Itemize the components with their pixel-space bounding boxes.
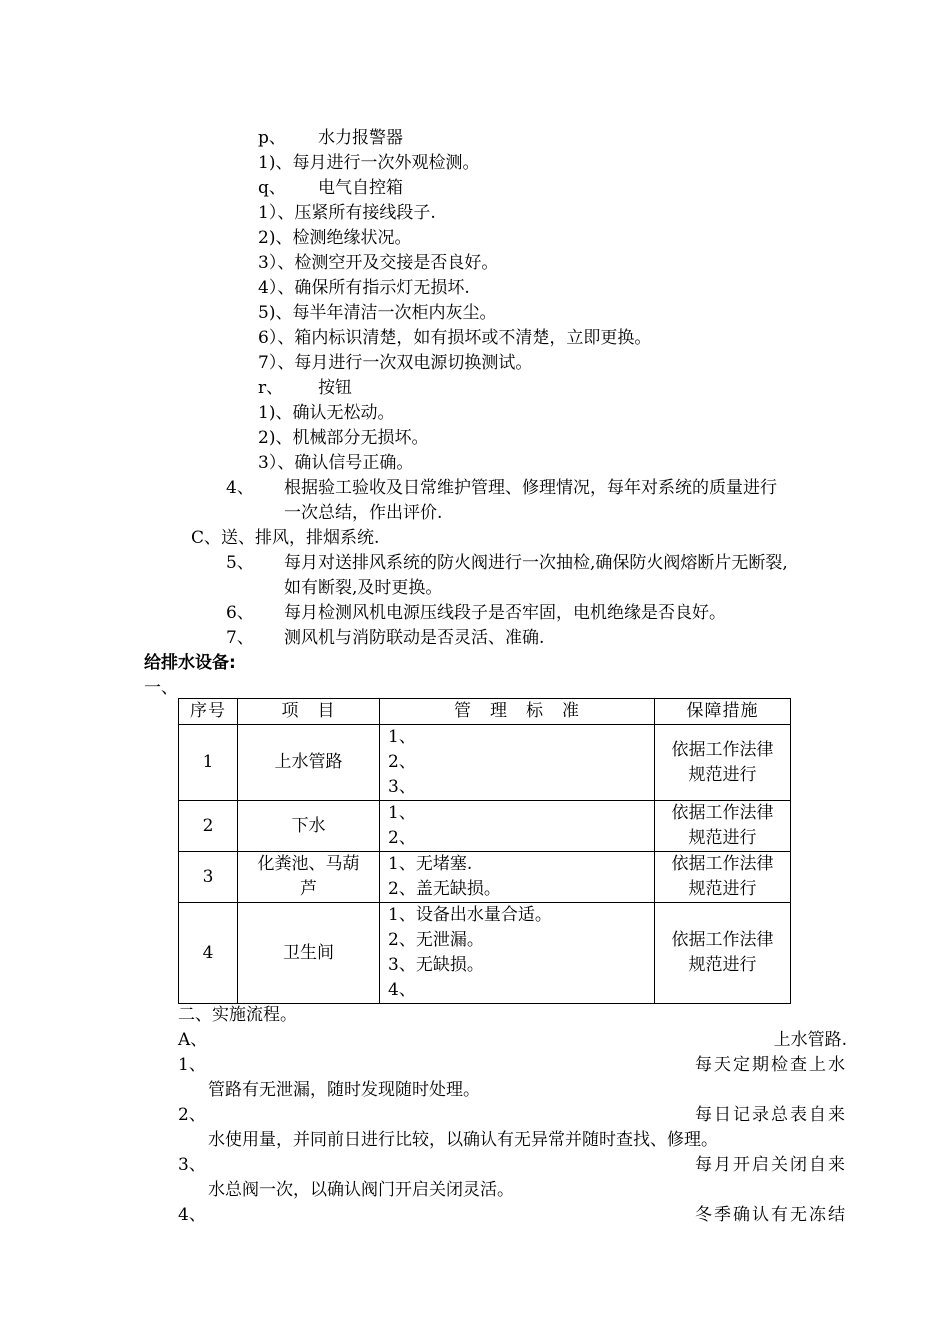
cell-seq: 3 xyxy=(179,852,238,903)
cell-item: 卫生间 xyxy=(238,903,380,1004)
table-row xyxy=(179,903,791,1004)
section-r-heading xyxy=(258,376,352,400)
list-item: 7）、每月进行一次双电源切换测试。 xyxy=(258,353,533,373)
header-measure: 保障措施 xyxy=(655,699,791,725)
section-q-label: q、 xyxy=(258,178,286,198)
list-item: 3）、检测空开及交接是否良好。 xyxy=(258,253,499,273)
item5-number: 5、 xyxy=(226,553,254,573)
cell-seq: 4 xyxy=(179,903,238,1004)
item6-line1: 每月检测风机电源压线段子是否牢固，电机绝缘是否良好。 xyxy=(284,603,726,623)
cell-standard: 1、 2、 3、 xyxy=(380,725,655,801)
flow-2-right: 每日记录总表自来 xyxy=(695,1105,847,1125)
section-c-title: C、送、排风，排烟系统. xyxy=(191,528,380,548)
item4-line1: 根据验工验收及日常维护管理、修理情况，每年对系统的质量进行 xyxy=(284,478,777,498)
list-item: 2)、机械部分无损坏。 xyxy=(258,428,429,448)
item5-line2: 如有断裂,及时更换。 xyxy=(284,578,443,598)
list-item: 6）、箱内标识清楚，如有损坏或不清楚，立即更换。 xyxy=(258,328,652,348)
cell-item: 化粪池、马葫 芦 xyxy=(238,852,380,903)
list-item: 1)、每月进行一次外观检测。 xyxy=(258,153,480,173)
list-item: 5)、每半年清洁一次柜内灰尘。 xyxy=(258,303,497,323)
water-heading: 给排水设备: xyxy=(144,653,236,673)
item7-line1: 测风机与消防联动是否灵活、准确. xyxy=(284,628,545,648)
section-r-title: 按钮 xyxy=(318,378,352,398)
cell-seq: 2 xyxy=(179,801,238,852)
flow-1-right: 每天定期检查上水 xyxy=(695,1055,847,1075)
standards-table xyxy=(178,698,791,1004)
flow-4-number: 4、 xyxy=(178,1205,206,1225)
section-p-label: p、 xyxy=(258,128,286,148)
flow-1-cont: 管路有无泄漏，随时发现随时处理。 xyxy=(208,1080,480,1100)
table-row xyxy=(179,725,791,801)
flow-3-right: 每月开启关闭自来 xyxy=(695,1155,847,1175)
item4-line2: 一次总结，作出评价. xyxy=(284,503,443,523)
cell-standard: 1、 2、 xyxy=(380,801,655,852)
flow-2-number: 2、 xyxy=(178,1105,206,1125)
list-item: 1)、确认无松动。 xyxy=(258,403,395,423)
section-q-title: 电气自控箱 xyxy=(318,178,403,198)
flow-3-cont: 水总阀一次，以确认阀门开启关闭灵活。 xyxy=(208,1180,514,1200)
cell-measure: 依据工作法律 规范进行 xyxy=(655,725,791,801)
flow-1-number: 1、 xyxy=(178,1055,206,1075)
list-item: 2)、检测绝缘状况。 xyxy=(258,228,412,248)
section-p-title: 水力报警器 xyxy=(318,128,403,148)
header-standard: 管 理 标 准 xyxy=(380,699,655,725)
section-r-label: r、 xyxy=(258,378,284,398)
table-row xyxy=(179,801,791,852)
list-item: 4）、确保所有指示灯无损坏. xyxy=(258,278,470,298)
item4-number: 4、 xyxy=(226,478,254,498)
list-item: 1）、压紧所有接线段子. xyxy=(258,203,436,223)
cell-measure: 依据工作法律 规范进行 xyxy=(655,903,791,1004)
list-item: 3）、确认信号正确。 xyxy=(258,453,414,473)
flow-4-right: 冬季确认有无冻结 xyxy=(695,1205,847,1225)
cell-standard: 1、设备出水量合适。 2、无泄漏。 3、无缺损。 4、 xyxy=(380,903,655,1004)
item7-number: 7、 xyxy=(226,628,254,648)
section-q-heading xyxy=(258,176,403,200)
part-two-title: 二、实施流程。 xyxy=(178,1005,297,1025)
flow-2-cont: 水使用量，并同前日进行比较，以确认有无异常并随时查找、修理。 xyxy=(208,1130,718,1150)
part-one-label: 一、 xyxy=(144,678,178,698)
item6-number: 6、 xyxy=(226,603,254,623)
item5-line1: 每月对送排风系统的防火阀进行一次抽检,确保防火阀熔断片无断裂, xyxy=(284,553,788,573)
flow-3-number: 3、 xyxy=(178,1155,206,1175)
cell-measure: 依据工作法律 规范进行 xyxy=(655,852,791,903)
flow-a-title: 上水管路. xyxy=(773,1030,847,1050)
table-header-row xyxy=(179,699,791,725)
table-row xyxy=(179,852,791,903)
header-seq: 序号 xyxy=(179,699,238,725)
cell-measure: 依据工作法律 规范进行 xyxy=(655,801,791,852)
header-item: 项 目 xyxy=(238,699,380,725)
cell-item: 上水管路 xyxy=(238,725,380,801)
cell-standard: 1、无堵塞. 2、盖无缺损。 xyxy=(380,852,655,903)
flow-a-label: A、 xyxy=(178,1030,208,1050)
cell-item: 下水 xyxy=(238,801,380,852)
section-p-heading xyxy=(258,126,403,150)
cell-seq: 1 xyxy=(179,725,238,801)
